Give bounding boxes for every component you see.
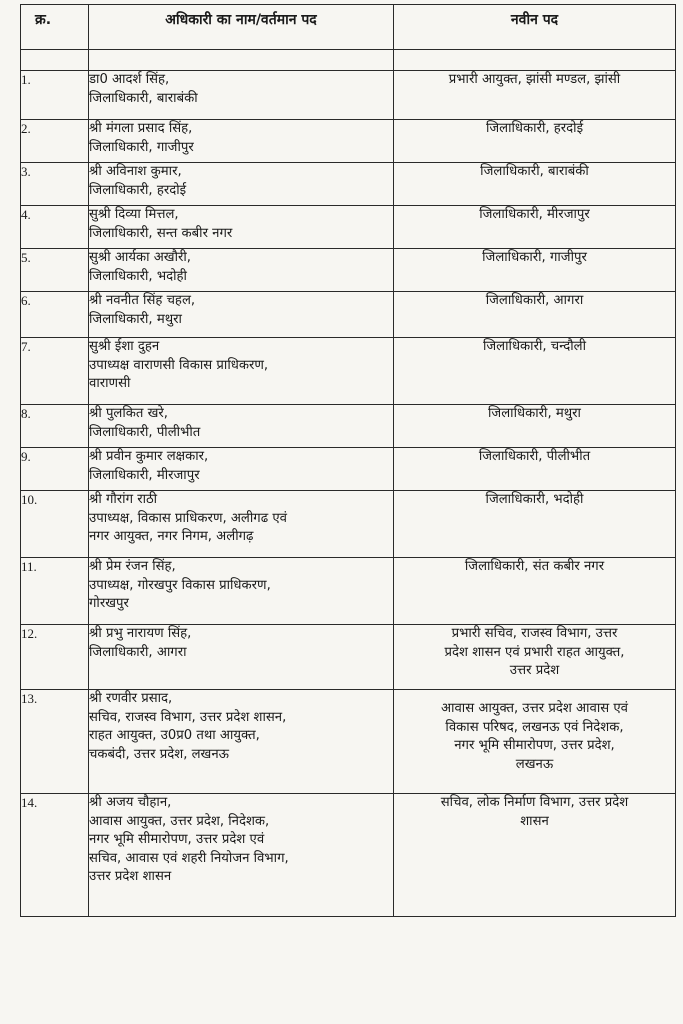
current-post-line: उपाध्यक्ष, गोरखपुर विकास प्राधिकरण, (89, 577, 271, 593)
row-serial-number: 3. (21, 163, 89, 206)
current-post-cell (89, 71, 394, 120)
current-post-line: नगर भूमि सीमारोपण, उत्तर प्रदेश एवं (89, 832, 265, 848)
current-post-line: सचिव, राजस्व विभाग, उत्तर प्रदेश शासन, (89, 709, 287, 725)
new-post-cell (394, 338, 676, 405)
current-post-line: श्री अजय चौहान, (89, 795, 172, 810)
table-row (21, 794, 676, 917)
table-row (21, 405, 676, 448)
current-post-line: श्री अविनाश कुमार, (89, 164, 182, 179)
current-post-line: चकबंदी, उत्तर प्रदेश, लखनऊ (89, 746, 230, 762)
table-row (21, 625, 676, 690)
new-post-line: प्रभारी आयुक्त, झांसी मण्डल, झांसी (448, 72, 621, 87)
table-row (21, 448, 676, 491)
current-post-cell (89, 292, 394, 338)
current-post-line: जिलाधिकारी, मीरजापुर (89, 467, 200, 483)
header-current-post: अधिकारी का नाम/वर्तमान पद (89, 5, 394, 50)
row-serial-number: 5. (21, 249, 89, 292)
new-post-line: जिलाधिकारी, बाराबंकी (480, 164, 589, 179)
row-serial-number: 11. (21, 558, 89, 625)
table-row (21, 206, 676, 249)
current-post-line: जिलाधिकारी, गाजीपुर (89, 139, 194, 155)
new-post-line: लखनऊ (515, 756, 554, 772)
current-post-line: श्री गौरांग राठी (89, 492, 158, 507)
row-serial-number: 1. (21, 71, 89, 120)
new-post-cell (394, 405, 676, 448)
new-post-line: जिलाधिकारी, गाजीपुर (482, 250, 587, 265)
current-post-line: श्री नवनीत सिंह चहल, (89, 293, 196, 308)
current-post-cell (89, 206, 394, 249)
new-post-cell (394, 292, 676, 338)
new-post-line: शासन (520, 813, 549, 829)
table-row (21, 558, 676, 625)
new-post-line: जिलाधिकारी, पीलीभीत (478, 449, 591, 464)
current-post-line: सुश्री दिव्या मित्तल, (89, 207, 179, 222)
current-post-cell (89, 491, 394, 558)
current-post-line: सुश्री ईशा दुहन (89, 339, 160, 354)
current-post-line: श्री प्रवीन कुमार लक्षकार, (89, 449, 209, 464)
current-post-line: आवास आयुक्त, उत्तर प्रदेश, निदेशक, (89, 813, 270, 829)
current-post-line: जिलाधिकारी, भदोही (89, 268, 187, 284)
current-post-line: सचिव, आवास एवं शहरी नियोजन विभाग, (89, 850, 289, 866)
current-post-line: नगर आयुक्त, नगर निगम, अलीगढ़ (89, 529, 254, 545)
table-row (21, 249, 676, 292)
row-serial-number: 10. (21, 491, 89, 558)
current-post-line: जिलाधिकारी, सन्त कबीर नगर (89, 225, 233, 241)
row-serial-number: 9. (21, 448, 89, 491)
new-post-cell (394, 163, 676, 206)
row-serial-number: 8. (21, 405, 89, 448)
new-post-line: जिलाधिकारी, चन्दौली (482, 339, 587, 354)
current-post-line: श्री प्रेम रंजन सिंह, (89, 559, 176, 574)
current-post-cell (89, 448, 394, 491)
table-row (21, 120, 676, 163)
new-post-line: विकास परिषद, लखनऊ एवं निदेशक, (445, 719, 624, 735)
current-post-line: उपाध्यक्ष वाराणसी विकास प्राधिकरण, (89, 357, 269, 373)
row-serial-number: 7. (21, 338, 89, 405)
current-post-line: जिलाधिकारी, बाराबंकी (89, 90, 198, 106)
table-row (21, 491, 676, 558)
new-post-cell (394, 249, 676, 292)
new-post-line: जिलाधिकारी, हरदोई (485, 121, 584, 136)
current-post-cell (89, 338, 394, 405)
current-post-cell (89, 625, 394, 690)
current-post-line: उपाध्यक्ष, विकास प्राधिकरण, अलीगढ एवं (89, 510, 287, 526)
new-post-cell (394, 625, 676, 690)
current-post-line: जिलाधिकारी, मथुरा (89, 311, 182, 327)
row-serial-number: 6. (21, 292, 89, 338)
new-post-cell (394, 794, 676, 917)
header-new-post: नवीन पद (394, 5, 676, 50)
new-post-line: जिलाधिकारी, संत कबीर नगर (464, 559, 605, 574)
current-post-cell (89, 120, 394, 163)
spacer-cell (89, 50, 394, 71)
table-row (21, 690, 676, 794)
table-row (21, 163, 676, 206)
spacer-row (21, 50, 676, 71)
current-post-cell (89, 558, 394, 625)
current-post-cell (89, 794, 394, 917)
new-post-cell (394, 448, 676, 491)
current-post-line: जिलाधिकारी, हरदोई (89, 182, 187, 198)
new-post-line: प्रदेश शासन एवं प्रभारी राहत आयुक्त, (444, 644, 625, 660)
new-post-cell (394, 206, 676, 249)
current-post-line: श्री मंगला प्रसाद सिंह, (89, 121, 193, 136)
new-post-cell (394, 491, 676, 558)
new-post-line: सचिव, लोक निर्माण विभाग, उत्तर प्रदेश (440, 795, 629, 810)
current-post-line: डा0 आदर्श सिंह, (89, 72, 170, 87)
new-post-line: नगर भूमि सीमारोपण, उत्तर प्रदेश, (454, 738, 615, 754)
row-serial-number: 4. (21, 206, 89, 249)
table-row (21, 71, 676, 120)
row-serial-number: 13. (21, 690, 89, 794)
new-post-line: जिलाधिकारी, आगरा (485, 293, 584, 308)
current-post-line: जिलाधिकारी, पीलीभीत (89, 424, 201, 440)
current-post-line: श्री रणवीर प्रसाद, (89, 691, 173, 706)
current-post-line: श्री प्रभु नारायण सिंह, (89, 626, 192, 641)
table-body (21, 50, 676, 917)
current-post-cell (89, 405, 394, 448)
current-post-cell (89, 249, 394, 292)
current-post-line: राहत आयुक्त, उ0प्र0 तथा आयुक्त, (89, 728, 260, 744)
current-post-cell (89, 163, 394, 206)
new-post-line: आवास आयुक्त, उत्तर प्रदेश आवास एवं (441, 701, 628, 716)
row-serial-number: 14. (21, 794, 89, 917)
new-post-cell (394, 558, 676, 625)
transfer-order-table (20, 4, 676, 917)
table-row (21, 338, 676, 405)
current-post-line: जिलाधिकारी, आगरा (89, 644, 187, 660)
current-post-cell (89, 690, 394, 794)
current-post-line: सुश्री आर्यका अखौरी, (89, 250, 191, 265)
header-serial: क्र. (21, 5, 89, 50)
spacer-cell (21, 50, 89, 71)
row-serial-number: 12. (21, 625, 89, 690)
new-post-cell (394, 120, 676, 163)
new-post-line: प्रभारी सचिव, राजस्व विभाग, उत्तर (451, 626, 618, 641)
current-post-line: उत्तर प्रदेश शासन (89, 869, 172, 885)
row-serial-number: 2. (21, 120, 89, 163)
current-post-line: गोरखपुर (89, 596, 129, 612)
new-post-cell (394, 71, 676, 120)
spacer-cell (394, 50, 676, 71)
new-post-line: जिलाधिकारी, मीरजापुर (479, 207, 590, 222)
new-post-cell (394, 690, 676, 794)
table-header-row (21, 5, 676, 50)
new-post-line: उत्तर प्रदेश (509, 663, 560, 679)
new-post-line: जिलाधिकारी, भदोही (485, 492, 584, 507)
table-row (21, 292, 676, 338)
current-post-line: वाराणसी (89, 376, 131, 392)
current-post-line: श्री पुलकित खरे, (89, 406, 169, 421)
new-post-line: जिलाधिकारी, मथुरा (488, 406, 581, 421)
